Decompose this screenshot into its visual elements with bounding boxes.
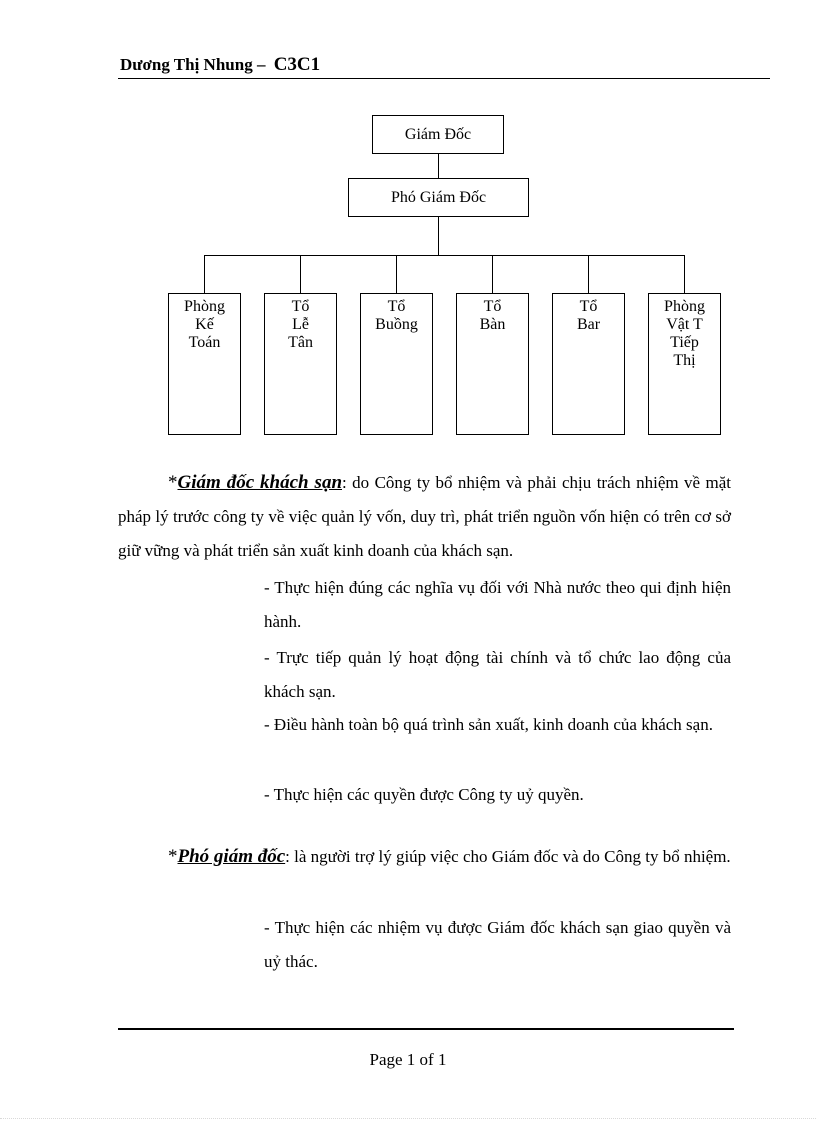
deputy-box (348, 178, 529, 217)
connector-dept-6 (684, 255, 685, 294)
deputy-heading: Phó giám đốc (177, 846, 286, 867)
connector-dept-3 (396, 255, 397, 294)
dept-box-supplies-marketing: Phòng Vật T Tiếp Thị (648, 293, 721, 435)
header-author: Dương Thị Nhung – (120, 55, 266, 74)
director-label: Giám Đốc (404, 125, 472, 143)
director-heading: Giám đốc khách sạn (177, 472, 343, 493)
director-intro: : do Công ty bổ nhiệm và phải chịu trách nhiệm về mặt pháp lý trước công ty về việc quản lý vốn, duy trì, phát triển nguồn vốn hiện có trên cơ sở giữ vững và phát triển sản xuất kinh doanh của khách sạn. (118, 473, 731, 560)
dept-box-housekeeping: Tổ Buồng (360, 293, 433, 435)
dept-box-accounting: Phòng Kế Toán (168, 293, 241, 435)
director-paragraph: *Giám đốc khách sạn: do Công ty bổ nhiệm và phải chịu trách nhiệm về mặt pháp lý trước công ty về việc quản lý vốn, duy trì, phát triển nguồn vốn hiện có trên cơ sở giữ vững và phát triển sản xuất kinh doanh của khách sạn. (118, 472, 731, 560)
header-code: C3C1 (273, 54, 321, 75)
deputy-intro: : là người trợ lý giúp việc cho Giám đốc và do Công ty bổ nhiệm. (285, 847, 731, 866)
director-duty-4: - Thực hiện các quyền được Công ty uỷ quyền. (264, 785, 584, 804)
page-number: Page 1 of 1 (369, 1050, 447, 1069)
deputy-label: Phó Giám Đốc (390, 188, 487, 206)
deputy-duty-1: - Thực hiện các nhiệm vụ được Giám đốc khách sạn giao quyền và uỷ thác. (264, 918, 731, 971)
connector-dept-5 (588, 255, 589, 294)
page-header (120, 54, 320, 76)
dept-box-restaurant: Tổ Bàn (456, 293, 529, 435)
deputy-paragraph: *Phó giám đốc: là người trợ lý giúp việc cho Giám đốc và do Công ty bổ nhiệm. (168, 846, 731, 867)
connector-deputy-bus (438, 217, 439, 256)
footer-rule (118, 1028, 734, 1030)
connector-dept-1 (204, 255, 205, 294)
director-duty-3: - Điều hành toàn bộ quá trình sản xuất, kinh doanh của khách sạn. (264, 715, 713, 734)
connector-bus (204, 255, 685, 256)
dept-box-reception: Tổ Lễ Tân (264, 293, 337, 435)
header-rule (118, 78, 770, 79)
director-duty-2: - Trực tiếp quản lý hoạt động tài chính và tổ chức lao động của khách sạn. (264, 648, 731, 701)
director-duty-1: - Thực hiện đúng các nghĩa vụ đối với Nhà nước theo qui định hiện hành. (264, 578, 731, 631)
connector-dept-4 (492, 255, 493, 294)
connector-director-deputy (438, 154, 439, 178)
connector-dept-2 (300, 255, 301, 294)
director-box (372, 115, 504, 154)
page-bottom-dotted-line (0, 1118, 816, 1120)
dept-box-bar: Tổ Bar (552, 293, 625, 435)
